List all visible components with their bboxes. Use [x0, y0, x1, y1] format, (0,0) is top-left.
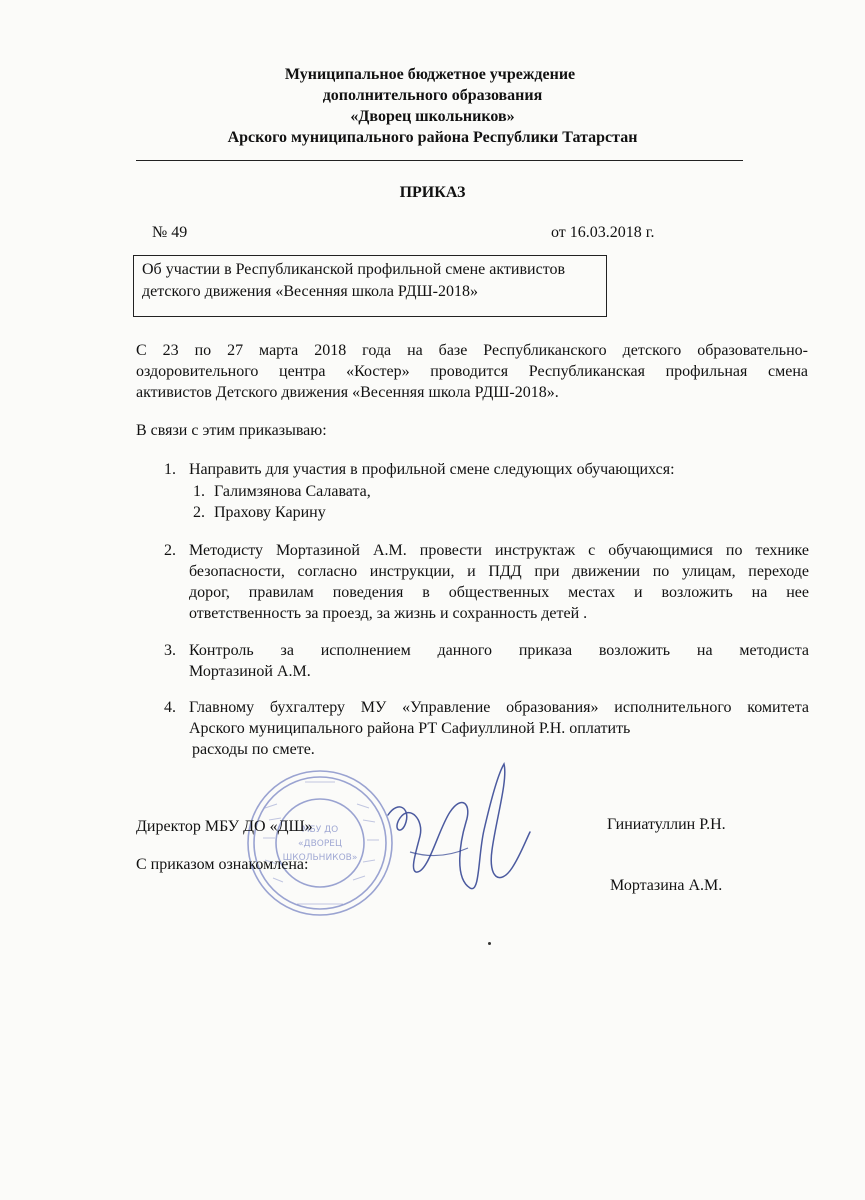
item-line: расходы по смете.: [192, 741, 315, 758]
document-title: ПРИКАЗ: [399, 184, 466, 201]
header-line-1: Муниципальное бюджетное учреждение: [284, 66, 576, 83]
acknowledgement-label: С приказом ознакомлена:: [136, 856, 309, 873]
seal-text-line-3: ШКОЛЬНИКОВ»: [282, 853, 358, 863]
item-number: 2.: [164, 542, 176, 559]
official-seal: [245, 768, 395, 918]
intro-line-2: оздоровительного центра «Костер» проводится Республиканская профильная смена: [136, 363, 808, 380]
subitem-number: 1.: [193, 483, 205, 500]
item-line: дорог, правилам поведения в общественных местах и возложить на нее: [189, 584, 809, 601]
item-line: Контроль за исполнением данного приказа возложить на методиста: [189, 642, 809, 659]
decree-statement: В связи с этим приказываю:: [136, 422, 327, 439]
subject-box: [133, 255, 607, 317]
item-line: Методисту Мортазиной А.М. провести инструктаж с обучающимися по технике: [189, 542, 809, 559]
header-line-3: «Дворец школьников»: [350, 108, 515, 125]
header-divider: [136, 160, 743, 161]
seal-text-line-1: МБУ ДО: [301, 825, 339, 835]
item-body: [189, 697, 809, 760]
student-name: Прахову Карину: [214, 504, 326, 521]
header-line-2: дополнительного образования: [322, 87, 543, 104]
subitem-number: 2.: [193, 504, 205, 521]
acknowledgement-name: Мортазина А.М.: [610, 877, 723, 894]
ink-speck: [488, 942, 491, 945]
intro-paragraph: [136, 340, 808, 403]
item-number: 1.: [164, 461, 176, 478]
item-number: 3.: [164, 642, 176, 659]
student-name: Галимзянова Салавата,: [214, 483, 371, 500]
item-body: [189, 540, 809, 624]
director-label: Директор МБУ ДО «ДШ»: [136, 818, 313, 835]
director-signature: [380, 760, 550, 900]
order-number: № 49: [152, 224, 188, 241]
subject-line-1: Об участии в Республиканской профильной смене активистов: [142, 261, 566, 278]
seal-text-line-2: «ДВОРЕЦ: [298, 839, 342, 849]
intro-line-3: активистов Детского движения «Весенняя школа РДШ-2018».: [136, 384, 559, 401]
header-line-4: Арского муниципального района Республики Татарстан: [227, 129, 638, 146]
order-date: от 16.03.2018 г.: [551, 224, 655, 241]
director-name: Гиниатуллин Р.Н.: [607, 816, 726, 833]
item-line: Арского муниципального района РТ Сафиуллиной Р.Н. оплатить: [189, 720, 631, 737]
item-text: Направить для участия в профильной смене следующих обучающихся:: [189, 461, 675, 478]
intro-line-1: С 23 по 27 марта 2018 года на базе Республиканского детского образовательно-: [136, 342, 808, 359]
item-body: [189, 640, 809, 682]
item-line: Главному бухгалтеру МУ «Управление образования» исполнительного комитета: [189, 699, 809, 716]
item-number: 4.: [164, 699, 176, 716]
item-line: безопасности, согласно инструкции, и ПДД при движении по улицам, переходе: [189, 563, 809, 580]
organization-header: [0, 64, 865, 148]
item-line: Мортазиной А.М.: [189, 663, 311, 680]
item-line: ответственность за проезд, за жизнь и сохранность детей .: [189, 605, 588, 622]
subject-line-2: детского движения «Весенняя школа РДШ-2018»: [142, 283, 478, 300]
